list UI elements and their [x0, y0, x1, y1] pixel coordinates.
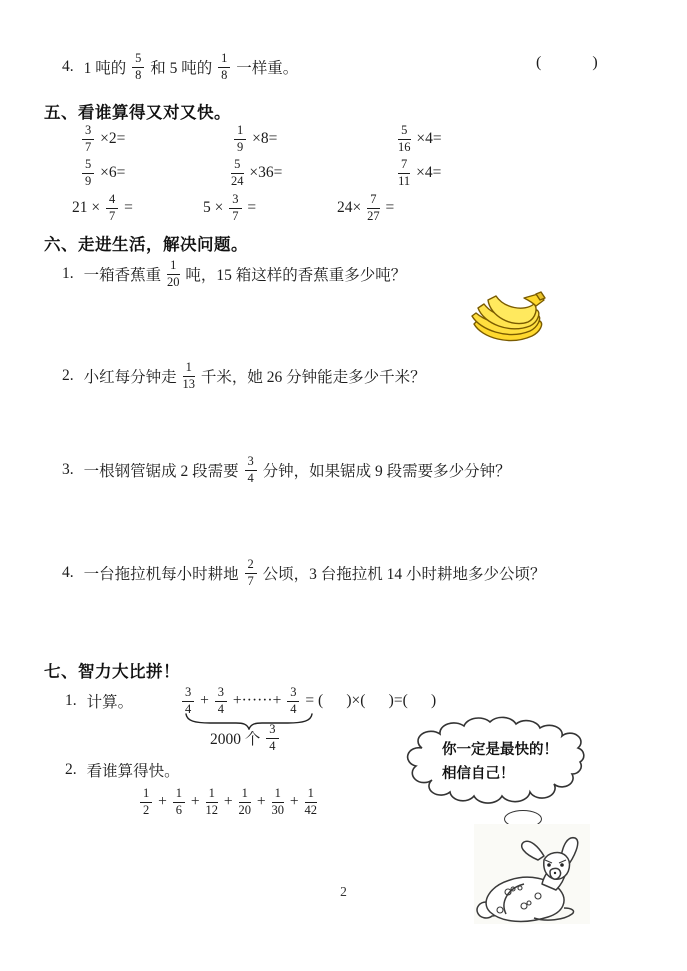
problem-text	[84, 558, 546, 588]
problem-text	[84, 455, 511, 485]
problem-row-1	[62, 254, 406, 294]
fraction: $\frac{1}{13}$	[182, 360, 196, 391]
expression-text: +······+	[229, 692, 286, 709]
fraction: $\frac{1}{20}$	[167, 258, 180, 289]
puzzle-2-expression	[138, 786, 319, 818]
problem-number: 1.	[62, 265, 74, 282]
page-number: 2	[340, 884, 347, 899]
problem-row-2	[62, 356, 426, 396]
puzzle-2-label-row	[65, 758, 180, 782]
expression-text: +	[286, 793, 303, 810]
expression-text: 千米，她 26 分钟能走多少千米？	[197, 369, 426, 386]
problem-row-4	[62, 553, 546, 593]
expression-text: 公顷，3 台拖拉机 14 小时耕地多少公顷？	[258, 566, 546, 583]
fraction: $\frac{5}{9}$	[82, 158, 94, 188]
problem-number: 1.	[65, 692, 77, 709]
fraction: $\frac{5}{24}$	[231, 157, 244, 188]
problem-number: 3.	[62, 461, 74, 478]
fraction: $\frac{7}{11}$	[398, 157, 411, 188]
fraction: $\frac{1}{2}$	[140, 787, 152, 817]
expression-text: ×36=	[245, 164, 283, 181]
calc-cell-4	[80, 158, 125, 188]
answer-parentheses: ( )	[536, 54, 599, 71]
section-7-title: 七、智力大比拼！	[44, 663, 180, 681]
expression-text: ×8=	[248, 130, 278, 147]
calc-cell-8	[203, 193, 256, 223]
expression-text: 5 ×	[203, 199, 228, 216]
calc-cell-2	[232, 124, 277, 154]
expression-text: 24×	[337, 199, 366, 216]
expression-text: +	[154, 793, 171, 810]
underbrace-label	[210, 723, 281, 753]
fraction: $\frac{1}{6}$	[173, 787, 185, 817]
expression-text: 2000 个	[210, 731, 265, 748]
question-number: 4.	[62, 58, 74, 75]
fraction: $\frac{5}{16}$	[398, 123, 411, 154]
fraction: $\frac{1}{30}$	[271, 786, 284, 817]
problem-lead: 计算。	[86, 694, 134, 711]
problem-number: 2.	[65, 761, 77, 778]
fraction: $\frac{3}{4}$	[245, 455, 257, 485]
problem-text	[84, 259, 407, 289]
expression-text: 吨，15 箱这样的香蕉重多少吨？	[181, 267, 407, 284]
expression-text: ×4=	[412, 130, 442, 147]
calc-cell-7	[72, 193, 133, 223]
puzzle-1-label-row	[65, 684, 133, 718]
expression-text: 小红每分钟走	[83, 369, 181, 386]
fraction: $\frac{4}{7}$	[106, 193, 118, 223]
expression-text: 一样重。	[232, 60, 299, 77]
expression-text: =	[381, 199, 395, 216]
fraction: $\frac{5}{8}$	[132, 52, 144, 82]
expression-text: +	[196, 692, 213, 709]
question-4-text	[84, 52, 299, 82]
expression-text: =	[243, 199, 257, 216]
banana-icon	[462, 290, 552, 352]
fraction: $\frac{3}{4}$	[182, 686, 194, 716]
fraction: $\frac{3}{4}$	[266, 723, 278, 753]
expression-text: +	[253, 793, 270, 810]
calc-cell-6	[396, 158, 441, 188]
cloud-text-line1: 你一定是最快的！	[442, 742, 558, 758]
fraction: $\frac{3}{4}$	[215, 686, 227, 716]
calc-cell-9	[337, 193, 394, 223]
expression-text: ×4=	[412, 164, 442, 181]
section-6-title: 六、走进生活，解决问题。	[44, 236, 248, 254]
expression-text: 一箱香蕉重	[83, 267, 166, 284]
expression-text: ×6=	[96, 164, 126, 181]
fraction: $\frac{1}{9}$	[234, 124, 246, 154]
fraction: $\frac{2}{7}$	[245, 558, 257, 588]
expression-text: =	[120, 199, 133, 216]
deer-icon	[472, 820, 592, 928]
fraction: $\frac{3}{4}$	[287, 686, 299, 716]
cloud-text-line2: 相信自己！	[442, 766, 515, 782]
problem-number: 2.	[62, 367, 74, 384]
problem-number: 4.	[62, 564, 74, 581]
fraction: $\frac{1}{8}$	[218, 52, 230, 82]
fraction: $\frac{7}{27}$	[367, 192, 380, 223]
expression-text: +	[220, 793, 237, 810]
problem-text	[84, 361, 426, 391]
expression-text: 一台拖拉机每小时耕地	[83, 566, 243, 583]
problem-row-3	[62, 450, 511, 490]
fraction: $\frac{3}{7}$	[82, 124, 94, 154]
expression-text: 一根钢管锯成 2 段需要	[83, 463, 243, 480]
expression-text: 1 吨的	[83, 60, 131, 77]
section-5-title: 五、看谁算得又对又快。	[44, 104, 231, 122]
calc-cell-3	[396, 124, 442, 154]
fraction: $\frac{1}{12}$	[205, 786, 218, 817]
calc-cell-5	[229, 158, 282, 188]
fraction: $\frac{1}{20}$	[238, 786, 251, 817]
expression-text: 21 ×	[72, 199, 104, 216]
expression-text: 分钟，如果锯成 9 段需要多少分钟？	[258, 463, 511, 480]
fraction: $\frac{1}{42}$	[304, 786, 317, 817]
expression-text: 和 5 吨的	[146, 60, 217, 77]
expression-text: +	[187, 793, 204, 810]
problem-lead: 看谁算得快。	[86, 763, 180, 780]
expression-text: ×2=	[96, 130, 126, 147]
question-4-row	[62, 50, 298, 84]
calc-cell-1	[80, 124, 125, 154]
expression-text: = ( )×( )=( )	[301, 692, 437, 709]
fraction: $\frac{3}{7}$	[229, 193, 241, 223]
